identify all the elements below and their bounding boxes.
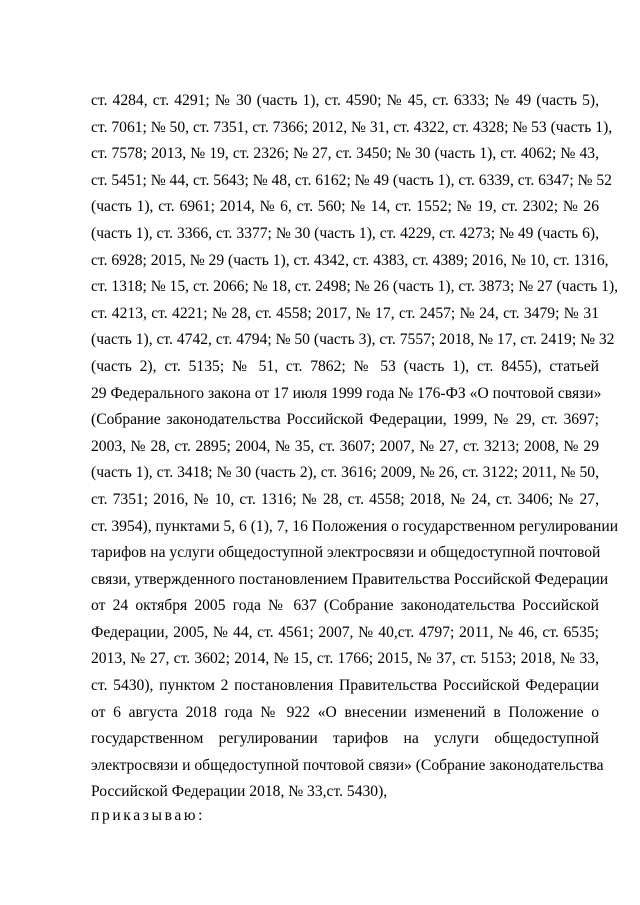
- text-line: (часть 1), ст. 4742, ст. 4794; № 50 (часть 3), ст. 7557; 2018, № 17, ст. 2419; № 32: [91, 331, 615, 349]
- text-line: 2013, № 27, ст. 3602; 2014, № 15, ст. 1766; 2015, № 37, ст. 5153; 2018, № 33,: [91, 650, 599, 668]
- text-line: от 24 октября 2005 года № 637 (Собрание законодательства Российской: [91, 597, 599, 615]
- text-line: Российской Федерации 2018, № 33,ст. 5430),: [91, 783, 388, 801]
- text-line: ст. 6928; 2015, № 29 (часть 1), ст. 4342, ст. 4383, ст. 4389; 2016, № 10, ст. 1316,: [91, 251, 609, 269]
- text-line: от 6 августа 2018 года № 922 «О внесении изменений в Положение о: [91, 703, 599, 721]
- text-line: (часть 2), ст. 5135; № 51, ст. 7862; № 53 (часть 1), ст. 8455), статьей: [91, 357, 599, 375]
- text-line: (часть 1), ст. 3366, ст. 3377; № 30 (часть 1), ст. 4229, ст. 4273; № 49 (часть 6),: [91, 224, 599, 242]
- text-line: связи, утвержденного постановлением Правительства Российской Федерации: [91, 570, 609, 588]
- text-line: (часть 1), ст. 3418; № 30 (часть 2), ст. 3616; 2009, № 26, ст. 3122; 2011, № 50,: [91, 464, 599, 482]
- document-body-paragraph: [91, 88, 619, 806]
- text-line: 2003, № 28, ст. 2895; 2004, № 35, ст. 3607; 2007, № 27, ст. 3213; 2008, № 29: [91, 437, 599, 455]
- text-line: ст. 4284, ст. 4291; № 30 (часть 1), ст. 4590; № 45, ст. 6333; № 49 (часть 5),: [91, 92, 599, 109]
- text-line: электросвязи и общедоступной почтовой связи» (Собрание законодательства: [91, 756, 604, 774]
- text-line: ст. 7578; 2013, № 19, ст. 2326; № 27, ст. 3450; № 30 (часть 1), ст. 4062; № 43,: [91, 145, 599, 163]
- order-directive: приказываю:: [91, 807, 206, 824]
- text-line: государственном регулировании тарифов на услуги общедоступной: [91, 730, 599, 748]
- text-line: тарифов на услуги общедоступной электросвязи и общедоступной почтовой: [91, 544, 601, 562]
- text-line: 29 Федерального закона от 17 июля 1999 года № 176-ФЗ «О почтовой связи»: [91, 384, 602, 402]
- text-line: (Собрание законодательства Российской Федерации, 1999, № 29, ст. 3697;: [91, 411, 599, 429]
- text-line: (часть 1), ст. 6961; 2014, № 6, ст. 560; № 14, ст. 1552; № 19, ст. 2302; № 26: [91, 198, 599, 216]
- text-line: ст. 5451; № 44, ст. 5643; № 48, ст. 6162; № 49 (часть 1), ст. 6339, ст. 6347; № 52: [91, 171, 612, 189]
- text-line: Федерации, 2005, № 44, ст. 4561; 2007, № 40,ст. 4797; 2011, № 46, ст. 6535;: [91, 623, 599, 641]
- text-line: ст. 3954), пунктами 5, 6 (1), 7, 16 Положения о государственном регулировании: [91, 517, 619, 535]
- text-line: ст. 1318; № 15, ст. 2066; № 18, ст. 2498; № 26 (часть 1), ст. 3873; № 27 (часть 1),: [91, 278, 619, 296]
- text-line: ст. 7351; 2016, № 10, ст. 1316; № 28, ст. 4558; 2018, № 24, ст. 3406; № 27,: [91, 490, 599, 508]
- text-line: ст. 5430), пунктом 2 постановления Правительства Российской Федерации: [91, 677, 599, 695]
- text-line: ст. 7061; № 50, ст. 7351, ст. 7366; 2012, № 31, ст. 4322, ст. 4328; № 53 (часть 1),: [91, 118, 613, 136]
- text-line: ст. 4213, ст. 4221; № 28, ст. 4558; 2017, № 17, ст. 2457; № 24, ст. 3479; № 31: [91, 304, 599, 322]
